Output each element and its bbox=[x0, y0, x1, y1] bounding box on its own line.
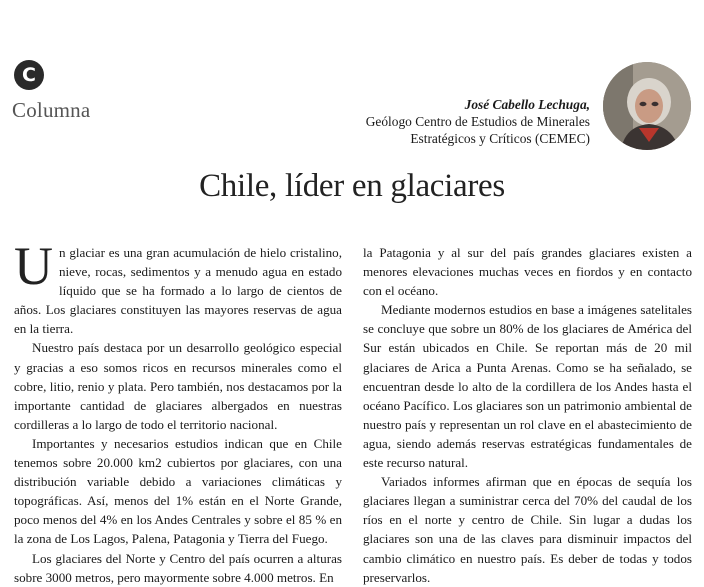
author-name: José Cabello Lechuga, bbox=[464, 97, 590, 112]
paragraph: Importantes y necesarios estudios indican que en Chile tenemos sobre 20.000 km2 cubiertos por glaciares, con una distribución variable debido a variaciones climáticas y topográficas. Así, menos del 1% están en el Norte Grande, poco menos del 4% en los Andes Centrales y sobre el 85 % en la zona de Los Lagos, Palena, Patagonia y Tierra del Fuego. bbox=[14, 435, 342, 547]
paragraph: Los glaciares del Norte y Centro del país ocurren a alturas sobre 3000 metros, pero mayormente sobre 4.000 metros. En bbox=[14, 550, 342, 585]
author-portrait-icon bbox=[603, 62, 691, 150]
paragraph: la Patagonia y al sur del país grandes glaciares existen a menores elevaciones muchas veces en fiordos y en contacto con el océano. bbox=[363, 245, 692, 299]
author-role-line2: Estratégicos y Críticos (CEMEC) bbox=[410, 131, 590, 146]
paragraph: Nuestro país destaca por un desarrollo geológico especial y gracias a eso somos ricos en recursos minerales como el cobre, litio, renio y plata. Pero también, nos destacamos por la importante cantidad de glaciares albergados en nuestras cordilleras a lo largo de todo el territorio nacional. bbox=[14, 340, 342, 432]
section-label: Columna bbox=[12, 98, 91, 122]
portrait-graphic bbox=[603, 62, 691, 150]
section-badge: C bbox=[14, 60, 44, 90]
column-left bbox=[14, 236, 342, 587]
article-title: Chile, líder en glaciares bbox=[199, 168, 505, 204]
paragraph: Variados informes afirman que en épocas de sequía los glaciares llegan a suministrar cerca del 70% del caudal de los ríos en el norte y centro de Chile. Sin lugar a dudas los glaciares son una de las claves para disminuir impactos del cambio climático en nuestro país. Es deber de todas y todos preservarlos. bbox=[363, 474, 692, 585]
paragraph-text: n glaciar es una gran acumulación de hielo cristalino, nieve, rocas, sedimentos y a menudo agua en estado líquido que se ha formado a lo largo de cientos de años. Los glaciares constituyen las mayores reservas de agua en la tierra. bbox=[14, 245, 342, 337]
drop-cap: U bbox=[14, 236, 53, 296]
column-right bbox=[363, 243, 692, 587]
author-role-line1: Geólogo Centro de Estudios de Minerales bbox=[365, 114, 590, 129]
author-block bbox=[366, 96, 590, 147]
paragraph bbox=[14, 236, 342, 338]
paragraph: Mediante modernos estudios en base a imágenes satelitales se concluye que sobre un 80% de los glaciares de América del Sur están ubicados en Chile. Se reportan más de 20 mil glaciares de Arica a Punta Arenas. Como se ha señalado, se encuentran desde lo alto de la cordillera de los Andes hasta el océano Pacífico. Los glaciares son un patrimonio ambiental de nuestro país y representan un rol clave en el abastecimiento de agua, siendo además reservas estratégicas fundamentales de este recurso natural. bbox=[363, 302, 692, 471]
